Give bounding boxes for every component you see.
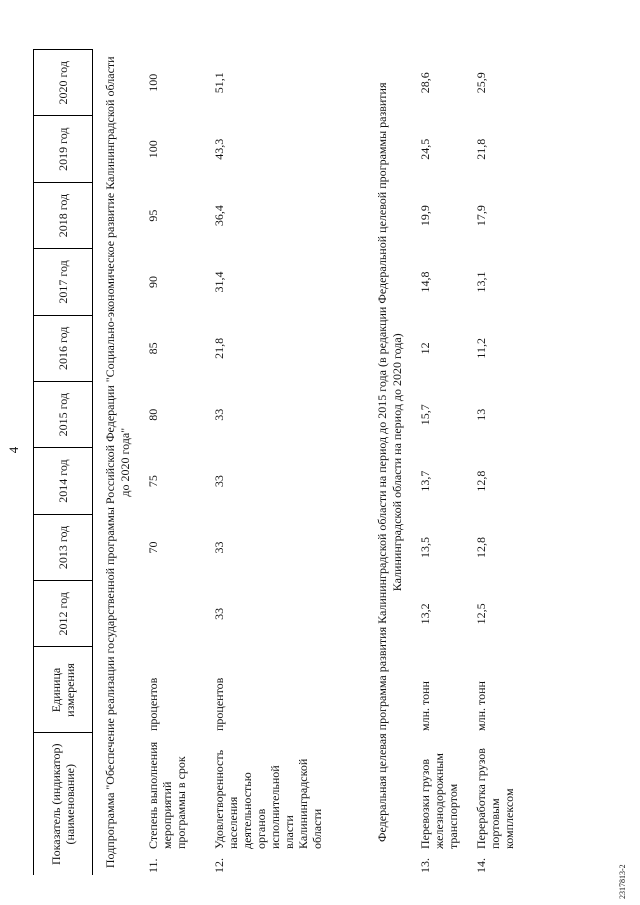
value-cell xyxy=(143,581,209,647)
value-cell: 21,8 xyxy=(474,138,488,160)
value-cell: 70 xyxy=(146,541,160,554)
value-cell: 80 xyxy=(146,408,160,421)
value-cell: 13,5 xyxy=(418,536,432,558)
value-cell: 13,1 xyxy=(474,271,488,293)
section-title: Подпрограмма "Обеспечение реализации государственной программы Российской Федерации "Социально-экономическое развитие Калининградской области до 2020 года" xyxy=(103,56,132,869)
value-cell: 43,3 xyxy=(212,138,226,160)
header-year: 2020 год xyxy=(34,50,93,117)
value-cell: 33 xyxy=(212,607,226,620)
value-cell: 95 xyxy=(146,209,160,222)
row-number: 11. xyxy=(146,858,160,873)
value-cell: 24,5 xyxy=(418,138,432,160)
header-unit: Единица измерения xyxy=(34,647,93,733)
header-year: 2013 год xyxy=(34,514,93,580)
row-number: 14. xyxy=(474,858,488,873)
value-cell: 100 xyxy=(146,140,160,159)
value-cell: 85 xyxy=(146,342,160,355)
value-cell: 31,4 xyxy=(212,271,226,293)
value-cell: 12,5 xyxy=(474,603,488,625)
value-cell: 75 xyxy=(146,475,160,488)
value-cell: 21,8 xyxy=(212,337,226,359)
section-title: Федеральная целевая программа развития Калининградской области на период до 2015 года (в редакции Федеральной целевой программы развития Калининградской области на период до 2020 года) xyxy=(375,82,404,842)
value-cell: 36,4 xyxy=(212,205,226,227)
value-cell: 17,9 xyxy=(474,205,488,227)
value-cell: 33 xyxy=(212,408,226,421)
value-cell: 19,9 xyxy=(418,205,432,227)
value-cell: 15,7 xyxy=(418,404,432,426)
indicator-name: Удовлетворенность населения деятельностью органов исполнительной власти Калининградской области xyxy=(212,749,324,849)
value-cell: 12,8 xyxy=(474,536,488,558)
table-row xyxy=(209,50,365,876)
document-id: 2317813-2 xyxy=(618,864,627,899)
header-year: 2015 год xyxy=(34,382,93,448)
unit-cell: млн. тонн xyxy=(474,681,488,731)
indicator-name: Степень выполнения мероприятий программы в срок xyxy=(146,741,188,849)
indicators-table xyxy=(33,49,537,875)
value-cell: 90 xyxy=(146,275,160,288)
header-year: 2016 год xyxy=(34,315,93,381)
row-number: 12. xyxy=(212,858,226,873)
unit-cell: процентов xyxy=(212,677,226,731)
header-indicator: Показатель (индикатор) (наименование) xyxy=(34,733,93,875)
table-row xyxy=(415,50,471,876)
section-title-row xyxy=(93,50,144,876)
header-year: 2018 год xyxy=(34,182,93,248)
unit-cell: млн. тонн xyxy=(418,681,432,731)
header-year: 2017 год xyxy=(34,249,93,315)
table-row xyxy=(471,50,537,876)
header-year: 2012 год xyxy=(34,581,93,647)
indicator-name: Переработка грузов портовым комплексом xyxy=(474,748,516,849)
table-row xyxy=(143,50,209,876)
section-title-row xyxy=(365,50,415,876)
value-cell: 33 xyxy=(212,541,226,554)
value-cell: 12,8 xyxy=(474,470,488,492)
value-cell: 13,7 xyxy=(418,470,432,492)
row-number: 13. xyxy=(418,858,432,873)
value-cell: 25,9 xyxy=(474,72,488,94)
header-year: 2014 год xyxy=(34,448,93,514)
page-number: 4 xyxy=(6,446,21,454)
header-year: 2019 год xyxy=(34,116,93,182)
value-cell: 28,6 xyxy=(418,72,432,94)
value-cell: 11,2 xyxy=(474,338,488,359)
unit-cell: процентов xyxy=(146,677,160,731)
value-cell: 100 xyxy=(146,73,160,92)
value-cell: 51,1 xyxy=(212,72,226,94)
value-cell: 33 xyxy=(212,475,226,488)
value-cell: 12 xyxy=(418,342,432,355)
value-cell: 14,8 xyxy=(418,271,432,293)
indicator-name: Перевозки грузов железнодорожным транспортом xyxy=(418,753,460,849)
value-cell: 13,2 xyxy=(418,603,432,625)
table-header-row xyxy=(34,50,93,876)
value-cell: 13 xyxy=(474,408,488,421)
